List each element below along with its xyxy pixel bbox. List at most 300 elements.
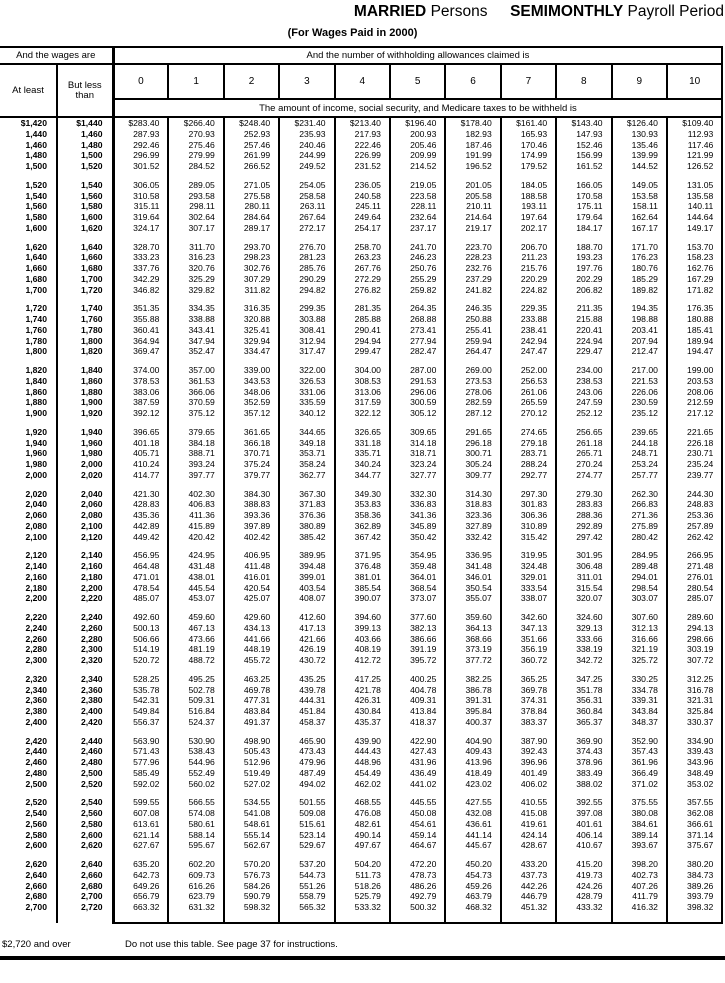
tax-amount: 229.47 bbox=[556, 346, 611, 357]
wage-at-least: 2,300 bbox=[25, 655, 47, 665]
wage-at-least: 2,640 bbox=[25, 869, 47, 880]
wage-but-less: 2,680 bbox=[57, 881, 113, 892]
tax-amount: 310.89 bbox=[501, 521, 556, 532]
tax-amount: 316.23 bbox=[168, 252, 223, 263]
tax-amount: 221.65 bbox=[667, 427, 722, 438]
tax-amount: 396.65 bbox=[113, 427, 168, 438]
tax-amount: 501.55 bbox=[279, 797, 334, 808]
tax-amount: 232.64 bbox=[390, 212, 445, 223]
tax-amount: 254.05 bbox=[279, 180, 334, 191]
tax-amount: 379.77 bbox=[224, 470, 279, 481]
tax-amount: 316.66 bbox=[612, 634, 667, 645]
table-row bbox=[0, 674, 722, 685]
tax-amount: 341.36 bbox=[390, 510, 445, 521]
tax-amount: 427.55 bbox=[445, 797, 500, 808]
spacer-cell bbox=[445, 295, 500, 303]
tax-amount: 330.25 bbox=[612, 674, 667, 685]
spacer-cell bbox=[113, 851, 168, 859]
tax-amount: 299.47 bbox=[335, 346, 390, 357]
spacer-cell bbox=[57, 357, 113, 365]
tax-amount: 130.93 bbox=[612, 129, 667, 140]
tax-amount: 346.82 bbox=[113, 285, 168, 296]
spacer-cell bbox=[501, 234, 556, 242]
table-row bbox=[0, 242, 722, 253]
spacer-cell bbox=[0, 789, 57, 797]
tax-amount: 284.95 bbox=[612, 550, 667, 561]
tax-amount: 207.94 bbox=[612, 336, 667, 347]
tax-amount: 401.18 bbox=[113, 438, 168, 449]
spacer-cell bbox=[445, 542, 500, 550]
tax-amount: 412.60 bbox=[279, 612, 334, 623]
tax-amount: 350.42 bbox=[390, 532, 445, 543]
tax-amount: 512.96 bbox=[224, 757, 279, 768]
table-row bbox=[0, 840, 722, 851]
tax-amount: 309.77 bbox=[445, 470, 500, 481]
tax-amount: 432.08 bbox=[445, 808, 500, 819]
tax-amount: 156.99 bbox=[556, 150, 611, 161]
spacer-cell bbox=[168, 913, 223, 923]
tax-amount: 450.20 bbox=[445, 859, 500, 870]
tax-amount: 274.77 bbox=[556, 470, 611, 481]
table-row bbox=[0, 612, 722, 623]
wage-at-least: 2,660 bbox=[25, 880, 47, 891]
tax-amount: 235.12 bbox=[612, 408, 667, 419]
tax-amount: 388.71 bbox=[168, 448, 223, 459]
tax-amount: 274.65 bbox=[501, 427, 556, 438]
tax-amount: 321.31 bbox=[667, 695, 722, 706]
spacer-cell bbox=[113, 295, 168, 303]
wage-at-least: 1,460 bbox=[25, 139, 47, 150]
tax-amount: 237.17 bbox=[390, 223, 445, 234]
wage-at-least: 2,680 bbox=[25, 891, 47, 902]
tax-amount: 152.46 bbox=[556, 140, 611, 151]
tax-amount: 294.94 bbox=[335, 336, 390, 347]
tax-amount: 309.65 bbox=[390, 427, 445, 438]
tax-amount: 490.14 bbox=[335, 830, 390, 841]
spacer-cell bbox=[57, 295, 113, 303]
table-row bbox=[0, 757, 722, 768]
wage-but-less: 2,140 bbox=[57, 550, 113, 561]
spacer-cell bbox=[390, 481, 445, 489]
table-row bbox=[0, 779, 722, 790]
tax-amount: 300.71 bbox=[445, 448, 500, 459]
wage-but-less: 2,100 bbox=[57, 521, 113, 532]
tax-amount: 459.26 bbox=[445, 881, 500, 892]
tax-amount: 180.76 bbox=[612, 263, 667, 274]
tax-amount: 340.24 bbox=[335, 459, 390, 470]
tax-amount: 238.53 bbox=[556, 376, 611, 387]
tax-amount: 266.52 bbox=[224, 161, 279, 172]
tax-amount: 285.88 bbox=[335, 314, 390, 325]
tax-amount: 250.76 bbox=[390, 263, 445, 274]
tax-amount: 403.66 bbox=[335, 634, 390, 645]
but-less-than-header: But less than bbox=[57, 64, 113, 117]
tax-amount: 271.36 bbox=[612, 510, 667, 521]
spacer-cell bbox=[612, 357, 667, 365]
tax-amount: 153.70 bbox=[667, 242, 722, 253]
tax-amount: 198.88 bbox=[612, 314, 667, 325]
spacer-cell bbox=[224, 728, 279, 736]
table-row bbox=[0, 150, 722, 161]
tax-amount: 393.24 bbox=[168, 459, 223, 470]
tax-amount: 549.84 bbox=[113, 706, 168, 717]
tax-amount: 371.14 bbox=[667, 830, 722, 841]
tax-amount: $126.40 bbox=[612, 117, 667, 129]
tax-amount: 515.61 bbox=[279, 819, 334, 830]
tax-amount: 607.08 bbox=[113, 808, 168, 819]
tax-amount: 302.76 bbox=[224, 263, 279, 274]
tax-amount: 189.94 bbox=[667, 336, 722, 347]
tax-amount: 585.49 bbox=[113, 768, 168, 779]
tax-amount: 296.18 bbox=[445, 438, 500, 449]
spacer-cell bbox=[501, 357, 556, 365]
tax-amount: 357.00 bbox=[168, 365, 223, 376]
tax-amount: $109.40 bbox=[667, 117, 722, 129]
spacer-cell bbox=[113, 542, 168, 550]
wage-but-less: 2,220 bbox=[57, 593, 113, 604]
wage-at-least: 1,480 bbox=[25, 150, 47, 161]
amount-note: The amount of income, social security, and Medicare taxes to be withheld is bbox=[113, 99, 722, 117]
tax-amount: 430.84 bbox=[335, 706, 390, 717]
tax-amount: 308.41 bbox=[279, 325, 334, 336]
tax-amount: 126.52 bbox=[667, 161, 722, 172]
tax-amount: 476.08 bbox=[335, 808, 390, 819]
allowance-col-10: 10 bbox=[667, 64, 722, 99]
spacer-cell bbox=[113, 789, 168, 797]
tax-amount: 454.73 bbox=[445, 870, 500, 881]
tax-amount: 294.82 bbox=[279, 285, 334, 296]
tax-amount: 528.25 bbox=[113, 674, 168, 685]
tax-amount: 314.30 bbox=[445, 489, 500, 500]
tax-amount: 366.49 bbox=[612, 768, 667, 779]
tax-amount: 360.41 bbox=[113, 325, 168, 336]
tax-amount: 276.82 bbox=[335, 285, 390, 296]
spacer-cell bbox=[556, 357, 611, 365]
tax-amount: 272.29 bbox=[335, 274, 390, 285]
spacer-cell bbox=[556, 419, 611, 427]
spacer-cell bbox=[501, 666, 556, 674]
tax-amount: 185.29 bbox=[612, 274, 667, 285]
tax-amount: 220.29 bbox=[501, 274, 556, 285]
wage-at-least: 2,540 bbox=[25, 808, 47, 818]
spacer-cell bbox=[57, 913, 113, 923]
tax-amount: 144.52 bbox=[612, 161, 667, 172]
tax-amount: 502.78 bbox=[168, 685, 223, 696]
tax-amount: 243.06 bbox=[556, 387, 611, 398]
tax-amount: 488.72 bbox=[168, 655, 223, 666]
wage-at-least: 1,500 bbox=[25, 161, 47, 171]
tax-amount: 308.53 bbox=[335, 376, 390, 387]
tax-amount: 171.82 bbox=[667, 285, 722, 296]
table-row bbox=[0, 161, 722, 172]
spacer-cell bbox=[0, 666, 57, 674]
spacer-cell bbox=[445, 728, 500, 736]
tax-amount: 239.77 bbox=[667, 470, 722, 481]
spacer-cell bbox=[667, 419, 722, 427]
tax-amount: 312.25 bbox=[667, 674, 722, 685]
spacer-cell bbox=[390, 234, 445, 242]
tax-amount: 158.11 bbox=[612, 201, 667, 212]
spacer-cell bbox=[57, 172, 113, 180]
spacer-cell bbox=[279, 851, 334, 859]
tax-amount: 140.11 bbox=[667, 201, 722, 212]
table-row bbox=[0, 408, 722, 419]
tax-amount: 235.93 bbox=[279, 129, 334, 140]
tax-amount: 246.35 bbox=[445, 303, 500, 314]
tax-amount: 538.43 bbox=[168, 746, 223, 757]
tax-amount: 202.17 bbox=[501, 223, 556, 234]
spacer-cell bbox=[556, 604, 611, 612]
block-gap-row bbox=[0, 851, 722, 859]
tax-amount: 285.07 bbox=[667, 593, 722, 604]
spacer-cell bbox=[335, 604, 390, 612]
spacer-cell bbox=[667, 481, 722, 489]
tax-amount: 180.88 bbox=[667, 314, 722, 325]
tax-amount: 153.58 bbox=[612, 191, 667, 202]
spacer-cell bbox=[0, 542, 57, 550]
spacer-cell bbox=[556, 851, 611, 859]
tax-amount: 537.20 bbox=[279, 859, 334, 870]
wage-but-less: 2,700 bbox=[57, 891, 113, 902]
tax-amount: 270.12 bbox=[501, 408, 556, 419]
tax-amount: 273.53 bbox=[445, 376, 500, 387]
tax-amount: 411.48 bbox=[224, 561, 279, 572]
allowance-col-9: 9 bbox=[612, 64, 667, 99]
spacer-cell bbox=[612, 295, 667, 303]
tax-amount: 267.64 bbox=[279, 212, 334, 223]
spacer-cell bbox=[612, 851, 667, 859]
table-row bbox=[0, 870, 722, 881]
tax-amount: 298.66 bbox=[667, 634, 722, 645]
tax-amount: 258.58 bbox=[279, 191, 334, 202]
tax-amount: 656.79 bbox=[113, 891, 168, 902]
tax-amount: 335.59 bbox=[279, 397, 334, 408]
tax-amount: 456.95 bbox=[113, 550, 168, 561]
tax-amount: 188.58 bbox=[501, 191, 556, 202]
table-row bbox=[0, 623, 722, 634]
wage-at-least: 2,420 bbox=[25, 735, 47, 746]
wage-at-least: 2,400 bbox=[25, 716, 47, 727]
wage-but-less: 2,580 bbox=[57, 819, 113, 830]
page-subtitle: (For Wages Paid in 2000) bbox=[287, 27, 418, 39]
spacer-cell bbox=[224, 789, 279, 797]
tax-amount: 208.06 bbox=[667, 387, 722, 398]
tax-amount: 394.60 bbox=[335, 612, 390, 623]
tax-amount: 282.59 bbox=[445, 397, 500, 408]
tax-amount: 254.17 bbox=[335, 223, 390, 234]
tax-amount: 203.41 bbox=[612, 325, 667, 336]
tax-amount: 421.30 bbox=[113, 489, 168, 500]
tax-amount: 542.31 bbox=[113, 695, 168, 706]
tax-amount: 343.53 bbox=[224, 376, 279, 387]
tax-amount: 551.26 bbox=[279, 881, 334, 892]
tax-amount: 590.79 bbox=[224, 891, 279, 902]
spacer-cell bbox=[612, 234, 667, 242]
tax-amount: 194.35 bbox=[612, 303, 667, 314]
wage-at-least: 2,620 bbox=[25, 859, 47, 869]
tax-amount: 289.17 bbox=[224, 223, 279, 234]
wage-but-less: 2,660 bbox=[57, 870, 113, 881]
table-tail-row bbox=[0, 913, 722, 923]
spacer-cell bbox=[168, 295, 223, 303]
spacer-cell bbox=[224, 604, 279, 612]
spacer-cell bbox=[57, 604, 113, 612]
tax-amount: 468.32 bbox=[445, 902, 500, 913]
tax-amount: 420.54 bbox=[224, 583, 279, 594]
tax-amount: 288.24 bbox=[501, 459, 556, 470]
tax-amount: 556.37 bbox=[113, 717, 168, 728]
withholding-table bbox=[0, 46, 723, 924]
table-row bbox=[0, 830, 722, 841]
tax-amount: 262.42 bbox=[667, 532, 722, 543]
tax-amount: 383.49 bbox=[556, 768, 611, 779]
spacer-cell bbox=[113, 481, 168, 489]
tax-amount: 511.73 bbox=[335, 870, 390, 881]
tax-amount: 318.83 bbox=[445, 499, 500, 510]
wage-but-less: 2,440 bbox=[57, 736, 113, 747]
tax-amount: 212.47 bbox=[612, 346, 667, 357]
spacer-cell bbox=[113, 666, 168, 674]
tax-amount: 247.47 bbox=[501, 346, 556, 357]
tax-amount: 370.71 bbox=[224, 448, 279, 459]
table-row bbox=[0, 263, 722, 274]
tax-amount: 384.73 bbox=[667, 870, 722, 881]
tax-amount: 334.90 bbox=[667, 736, 722, 747]
tax-amount: 215.88 bbox=[556, 314, 611, 325]
tax-amount: 316.35 bbox=[224, 303, 279, 314]
tax-amount: 321.19 bbox=[612, 644, 667, 655]
tax-amount: 454.49 bbox=[335, 768, 390, 779]
tax-amount: 320.76 bbox=[168, 263, 223, 274]
tax-amount: 342.60 bbox=[501, 612, 556, 623]
tax-amount: 149.05 bbox=[612, 180, 667, 191]
table-row bbox=[0, 223, 722, 234]
spacer-cell bbox=[556, 295, 611, 303]
spacer-cell bbox=[0, 234, 57, 242]
tax-amount: 162.76 bbox=[667, 263, 722, 274]
tax-amount: 580.61 bbox=[168, 819, 223, 830]
table-row bbox=[0, 314, 722, 325]
tax-amount: 365.25 bbox=[501, 674, 556, 685]
wage-but-less: 2,160 bbox=[57, 561, 113, 572]
tax-amount: 179.64 bbox=[556, 212, 611, 223]
tax-amount: 525.79 bbox=[335, 891, 390, 902]
tax-amount: 149.17 bbox=[667, 223, 722, 234]
tax-amount: 347.25 bbox=[556, 674, 611, 685]
tax-amount: 361.65 bbox=[224, 427, 279, 438]
tax-amount: 223.70 bbox=[445, 242, 500, 253]
tax-amount: 311.70 bbox=[168, 242, 223, 253]
tax-amount: 347.94 bbox=[168, 336, 223, 347]
spacer-cell bbox=[667, 913, 722, 923]
tax-amount: 366.61 bbox=[667, 819, 722, 830]
tax-amount: $248.40 bbox=[224, 117, 279, 129]
wage-at-least: 1,920 bbox=[25, 426, 47, 437]
tax-amount: 359.48 bbox=[390, 561, 445, 572]
tax-amount: 439.90 bbox=[335, 736, 390, 747]
tax-amount: 435.37 bbox=[335, 717, 390, 728]
wage-but-less: 1,740 bbox=[57, 303, 113, 314]
block-gap-row bbox=[0, 419, 722, 427]
tax-amount: 289.05 bbox=[168, 180, 223, 191]
spacer-cell bbox=[224, 357, 279, 365]
tax-amount: 201.05 bbox=[445, 180, 500, 191]
wage-but-less: 1,840 bbox=[57, 365, 113, 376]
tax-amount: 376.48 bbox=[335, 561, 390, 572]
tax-amount: 339.31 bbox=[612, 695, 667, 706]
tax-amount: 268.88 bbox=[390, 314, 445, 325]
table-row bbox=[0, 387, 722, 398]
tax-amount: 290.29 bbox=[279, 274, 334, 285]
tax-amount: 179.52 bbox=[501, 161, 556, 172]
tax-amount: 417.25 bbox=[335, 674, 390, 685]
tax-amount: 131.05 bbox=[667, 180, 722, 191]
tax-amount: 265.71 bbox=[556, 448, 611, 459]
tax-amount: 418.49 bbox=[445, 768, 500, 779]
tax-amount: 299.35 bbox=[279, 303, 334, 314]
tax-amount: 315.54 bbox=[556, 583, 611, 594]
tax-amount: 339.00 bbox=[224, 365, 279, 376]
spacer-cell bbox=[556, 234, 611, 242]
tax-amount: 284.64 bbox=[224, 212, 279, 223]
tax-amount: 296.06 bbox=[390, 387, 445, 398]
spacer-cell bbox=[501, 728, 556, 736]
tax-amount: 406.02 bbox=[501, 779, 556, 790]
table-row bbox=[0, 634, 722, 645]
tax-amount: 290.41 bbox=[335, 325, 390, 336]
wage-but-less: 2,320 bbox=[57, 655, 113, 666]
tax-amount: 176.35 bbox=[667, 303, 722, 314]
tax-amount: 380.20 bbox=[667, 859, 722, 870]
block-gap-row bbox=[0, 542, 722, 550]
tax-amount: 649.26 bbox=[113, 881, 168, 892]
wage-at-least: 2,480 bbox=[25, 767, 47, 778]
table-row bbox=[0, 561, 722, 572]
wage-at-least: 2,020 bbox=[25, 488, 47, 499]
tax-amount: 431.96 bbox=[390, 757, 445, 768]
tax-amount: 399.13 bbox=[335, 623, 390, 634]
tax-amount: 191.99 bbox=[445, 150, 500, 161]
table-row bbox=[0, 655, 722, 666]
tax-amount: 382.25 bbox=[445, 674, 500, 685]
wage-but-less: 2,420 bbox=[57, 717, 113, 728]
tax-amount: 364.94 bbox=[113, 336, 168, 347]
table-row bbox=[0, 448, 722, 459]
wage-at-least: 2,240 bbox=[25, 622, 47, 633]
tax-amount: 533.32 bbox=[335, 902, 390, 913]
tax-amount: 275.46 bbox=[168, 140, 223, 151]
tax-amount: 385.42 bbox=[279, 532, 334, 543]
tax-amount: 364.13 bbox=[445, 623, 500, 634]
page-title bbox=[354, 3, 724, 21]
tax-amount: 240.58 bbox=[335, 191, 390, 202]
tax-amount: 616.26 bbox=[168, 881, 223, 892]
spacer-cell bbox=[445, 357, 500, 365]
over-range-instruction: Do not use this table. See page 37 for instructions. bbox=[125, 939, 338, 950]
tax-amount: 389.14 bbox=[612, 830, 667, 841]
tax-amount: 174.99 bbox=[501, 150, 556, 161]
tax-amount: 298.23 bbox=[224, 252, 279, 263]
tax-amount: 346.01 bbox=[445, 572, 500, 583]
tax-amount: 257.77 bbox=[612, 470, 667, 481]
tax-amount: 333.66 bbox=[556, 634, 611, 645]
tax-amount: 428.83 bbox=[113, 499, 168, 510]
tax-amount: 384.30 bbox=[224, 489, 279, 500]
tax-amount: 469.78 bbox=[224, 685, 279, 696]
spacer-cell bbox=[224, 234, 279, 242]
tax-amount: 334.78 bbox=[612, 685, 667, 696]
tax-amount: 252.00 bbox=[501, 365, 556, 376]
